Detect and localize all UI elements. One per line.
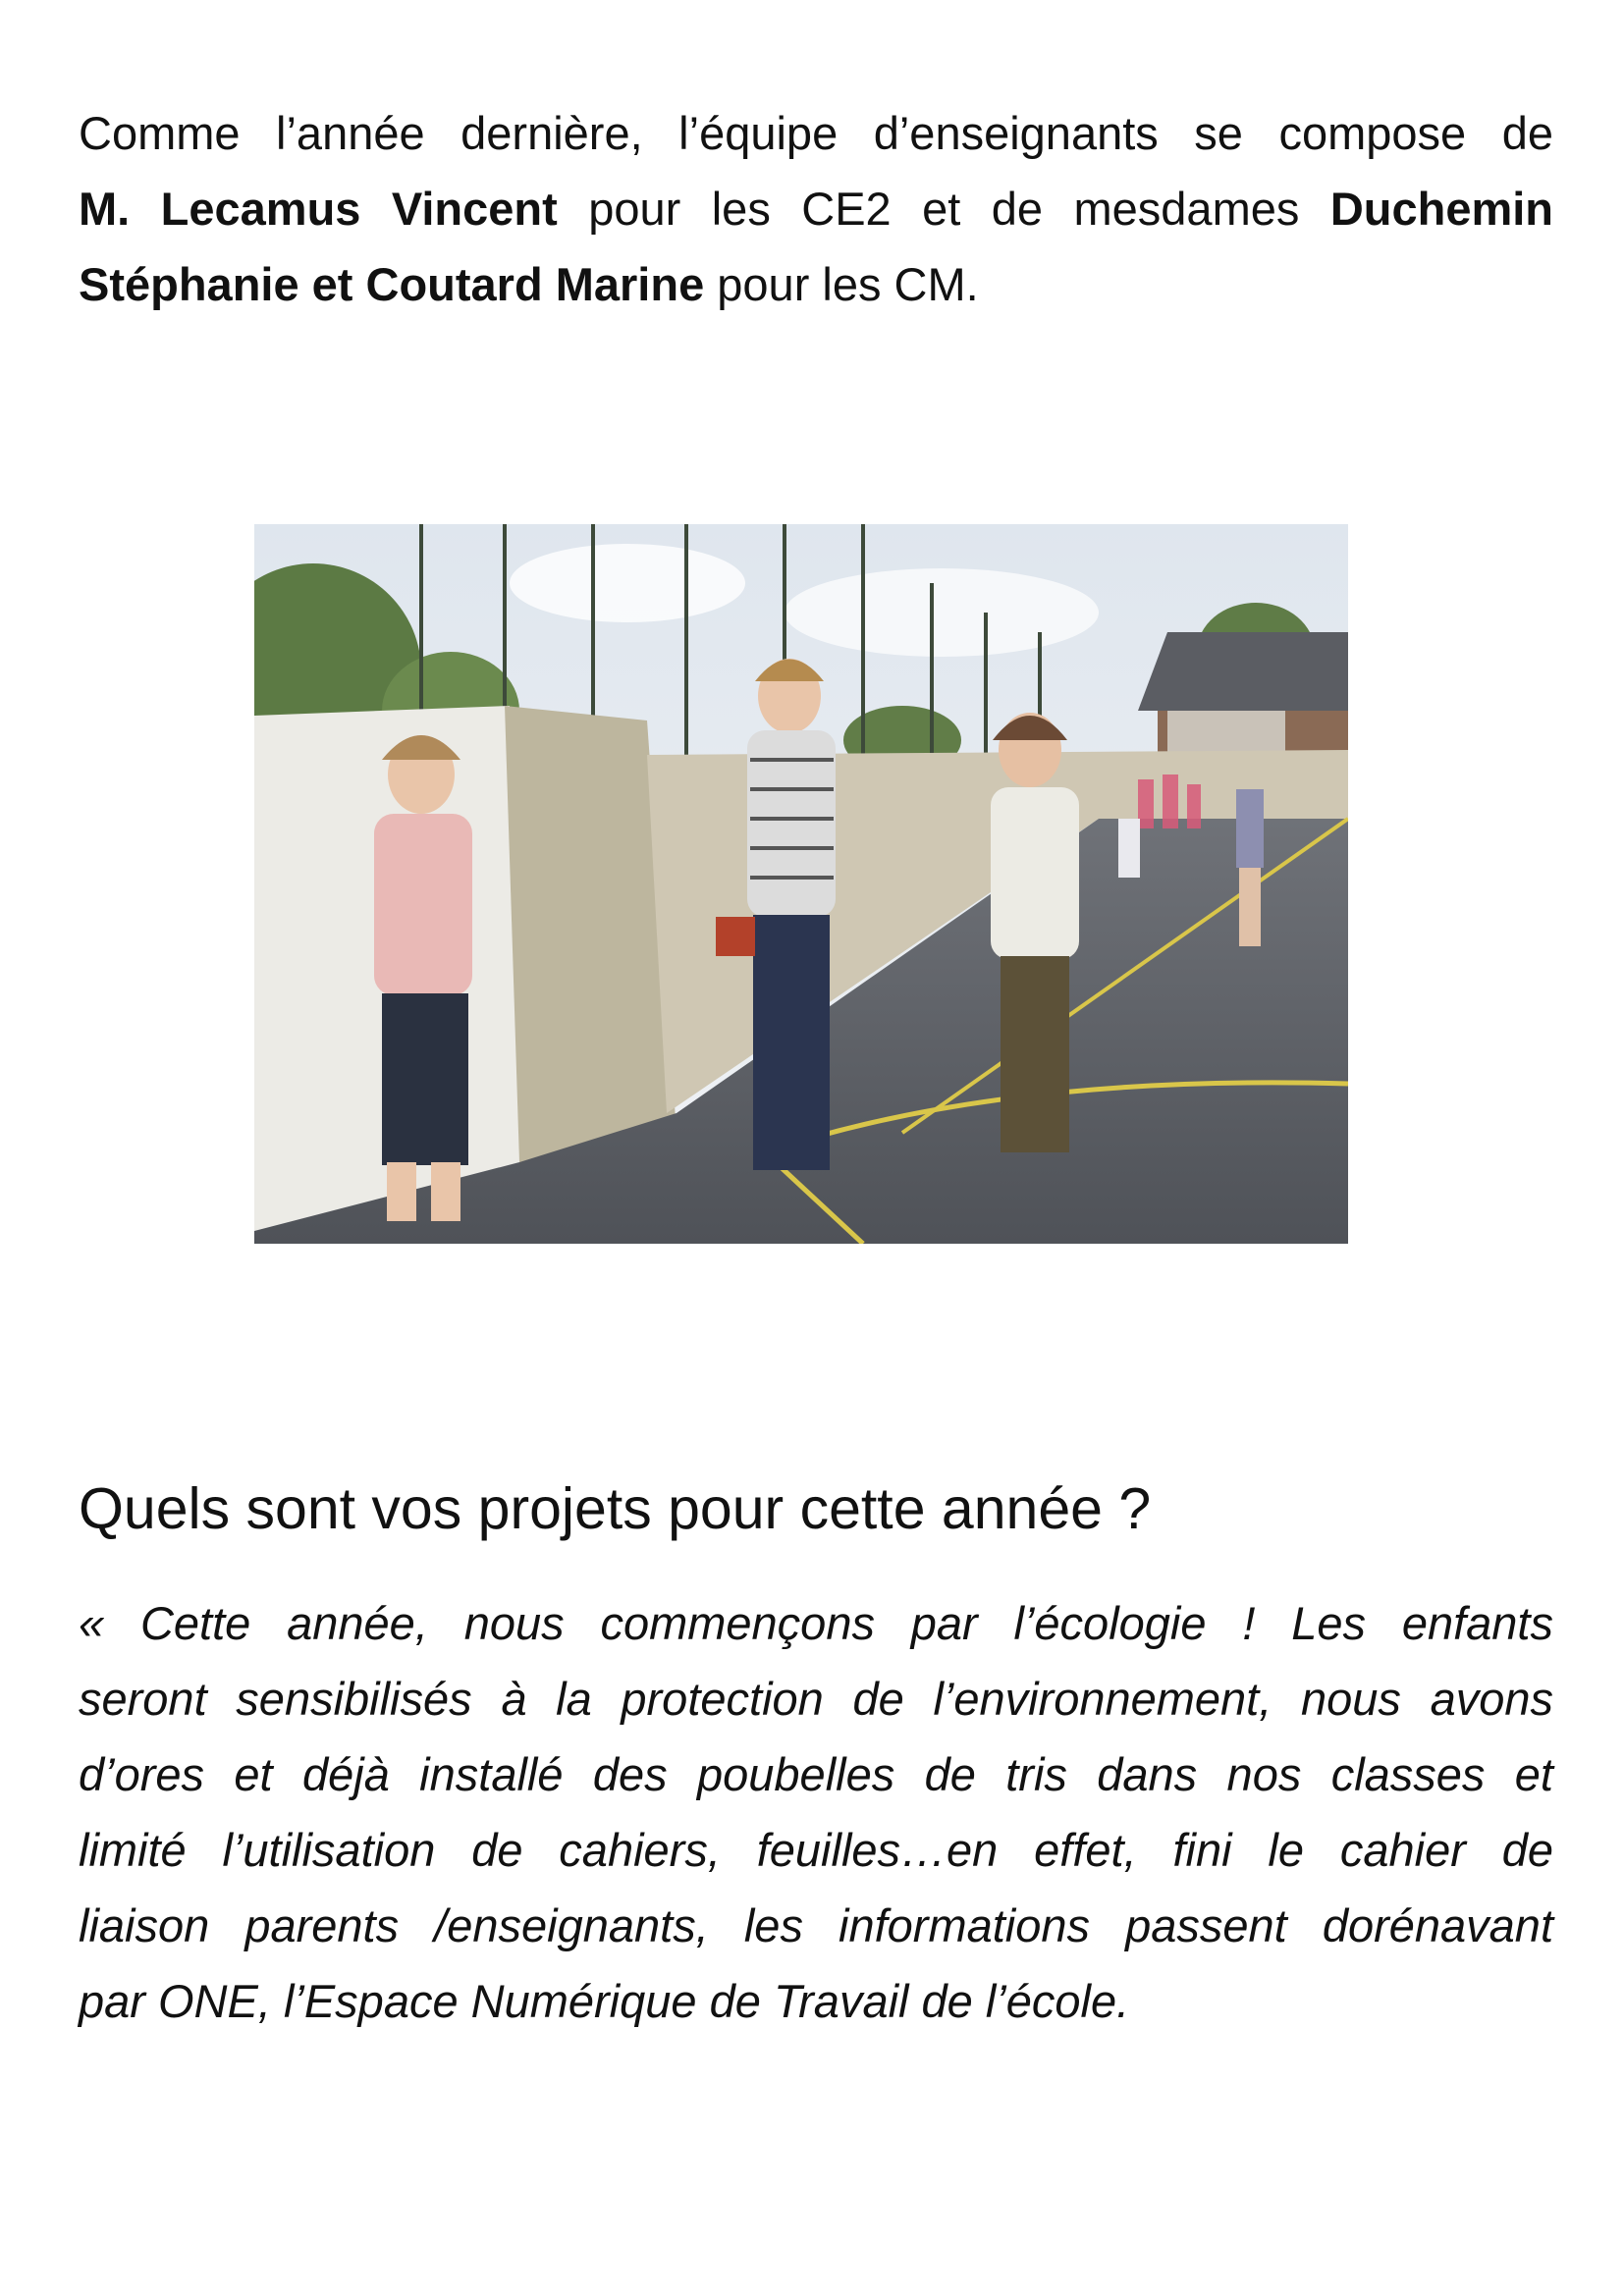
intro-line-1: Comme l’année dernière, l’équipe d’enseignants se compose de [79, 107, 1553, 159]
quote-line-5: liaison parents /enseignants, les informations passent dorénavant [79, 1899, 1553, 1951]
intro-paragraph [79, 95, 1553, 322]
teacher-names-stephanie-marine: Stéphanie et Coutard Marine [79, 258, 705, 310]
teacher-name-vincent: M. Lecamus Vincent [79, 183, 558, 235]
section-question-heading: Quels sont vos projets pour cette année ? [79, 1476, 1152, 1541]
quote-line-4: limité l’utilisation de cahiers, feuilles…en effet, fini le cahier de [79, 1824, 1553, 1876]
intro-line-2: M. Lecamus Vincent pour les CE2 et de mesdames Duchemin [79, 183, 1554, 235]
teachers-photo [254, 524, 1348, 1244]
quote-line-2: seront sensibilisés à la protection de l’environnement, nous avons [79, 1673, 1553, 1725]
quote-line-3: d’ores et déjà installé des poubelles de tris dans nos classes et [79, 1748, 1553, 1800]
intro-line-3: Stéphanie et Coutard Marine pour les CM. [79, 258, 979, 310]
quote-line-1: « Cette année, nous commençons par l’écologie ! Les enfants [79, 1597, 1553, 1649]
quote-paragraph [79, 1585, 1553, 2039]
teacher-name-duchemin: Duchemin [1329, 183, 1554, 235]
quote-line-6: par ONE, l’Espace Numérique de Travail de l’école. [79, 1975, 1130, 2027]
